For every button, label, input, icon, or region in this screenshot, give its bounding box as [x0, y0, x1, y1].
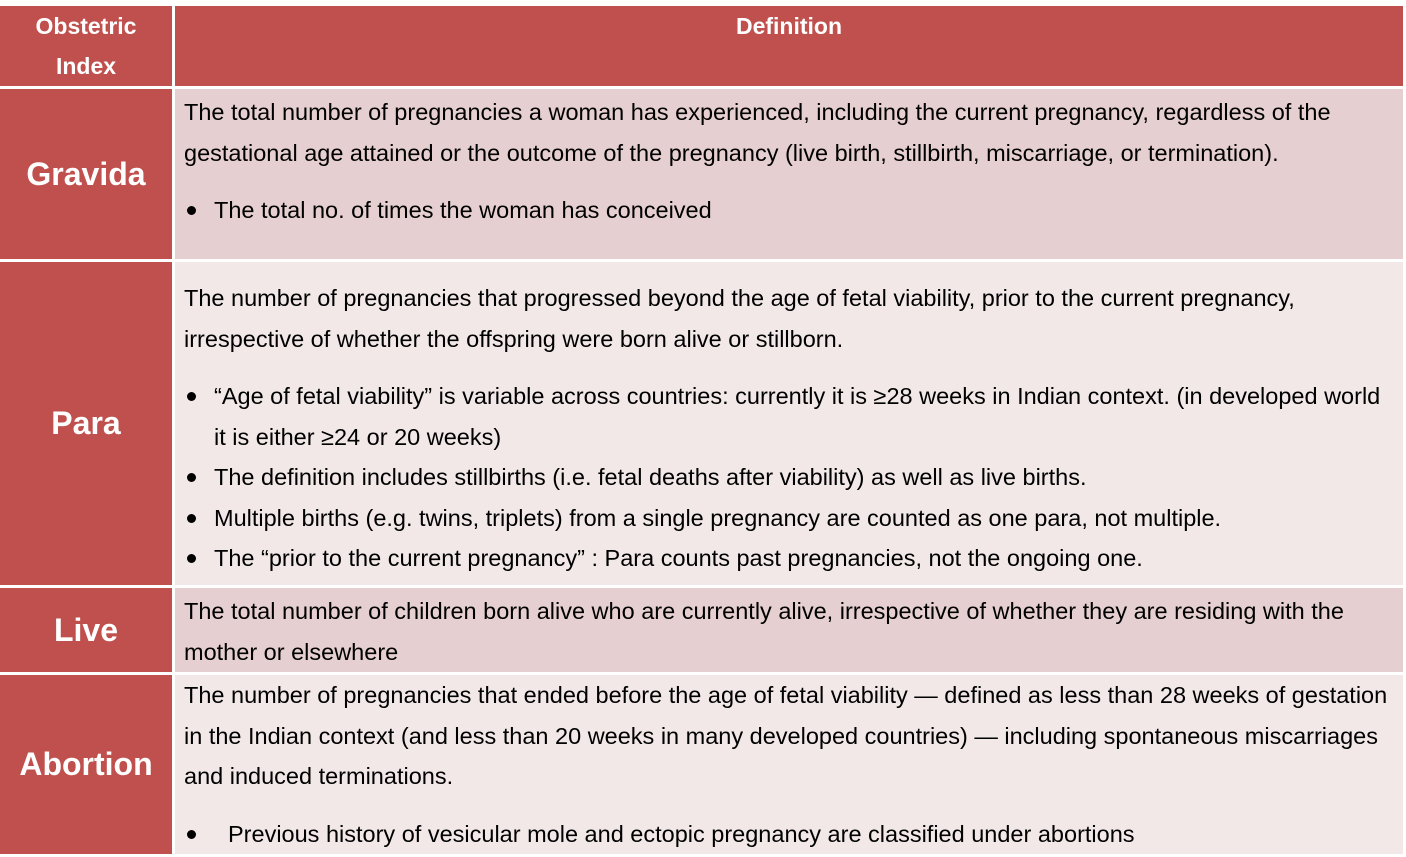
row-abortion	[0, 675, 1406, 857]
definition-text-para: The number of pregnancies that progressed beyond the age of fetal viability, prior to the current pregnancy, irrespective of whether the offspring were born alive or stillborn.	[184, 285, 1295, 352]
definition-abortion	[175, 675, 1406, 857]
list-item: The total no. of times the woman has conceived	[184, 190, 1393, 231]
definition-para	[175, 262, 1406, 588]
header-col1-text: Obstetric Index	[35, 13, 137, 79]
row-gravida	[0, 89, 1406, 262]
list-item: Multiple births (e.g. twins, triplets) from a single pregnancy are counted as one para, not multiple.	[184, 498, 1393, 539]
index-para: Para	[0, 262, 175, 588]
bullet-icon	[187, 473, 196, 482]
bullet-list-gravida	[184, 190, 1393, 231]
bullet-icon	[187, 514, 196, 523]
header-obstetric-index	[0, 6, 175, 89]
row-live	[0, 588, 1406, 675]
header-row	[0, 6, 1406, 89]
list-item: Previous history of vesicular mole and ectopic pregnancy are classified under abortions	[184, 814, 1393, 855]
index-gravida: Gravida	[0, 89, 175, 262]
definition-text-abortion: The number of pregnancies that ended before the age of fetal viability — defined as less than 28 weeks of gestation in the Indian context (and less than 20 weeks in many developed countries) — including spontaneous miscarriages and induced terminations.	[184, 682, 1388, 789]
bullet-list-abortion	[184, 814, 1393, 855]
definition-gravida	[175, 89, 1406, 262]
bullet-list-para	[184, 376, 1393, 579]
index-abortion: Abortion	[0, 675, 175, 857]
header-definition: Definition	[175, 6, 1406, 89]
obstetric-index-table	[0, 6, 1406, 857]
list-item: The definition includes stillbirths (i.e. fetal deaths after viability) as well as live births.	[184, 457, 1393, 498]
index-live: Live	[0, 588, 175, 675]
bullet-icon	[187, 206, 196, 215]
list-item: The “prior to the current pregnancy” : Para counts past pregnancies, not the ongoing one.	[184, 538, 1393, 579]
definition-text-live: The total number of children born alive who are currently alive, irrespective of whether they are residing with the mother or elsewhere	[184, 598, 1344, 665]
bullet-icon	[187, 392, 196, 401]
row-para	[0, 262, 1406, 588]
definition-text-gravida: The total number of pregnancies a woman has experienced, including the current pregnancy, regardless of the gestational age attained or the outcome of the pregnancy (live birth, stillbirth, miscarriage, or termination).	[184, 99, 1331, 166]
bullet-icon	[187, 554, 196, 563]
bullet-icon	[187, 830, 196, 839]
list-item: “Age of fetal viability” is variable across countries: currently it is ≥28 weeks in Indian context. (in developed world it is either ≥24 or 20 weeks)	[184, 376, 1393, 457]
definition-live	[175, 588, 1406, 675]
